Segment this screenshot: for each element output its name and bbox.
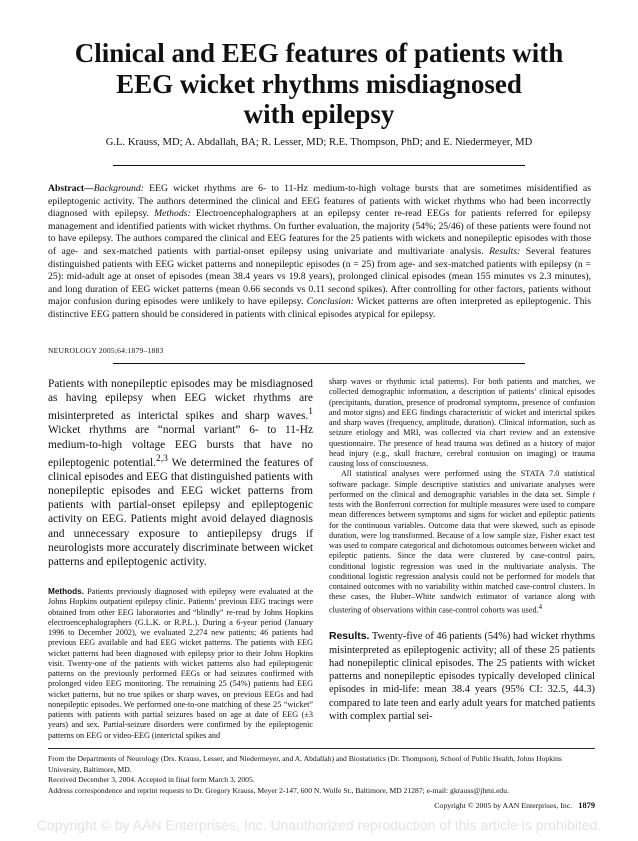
abstract-results-label: Results:	[489, 245, 521, 257]
copyright-line	[434, 801, 595, 810]
methods-heading: Methods.	[48, 587, 84, 597]
reference-1: 1	[308, 407, 313, 418]
abstract-heading: Abstract—	[48, 183, 94, 194]
footnote-rule	[48, 748, 595, 749]
results-text: Twenty-five of 46 patients (54%) had wicket rhythms misinterpreted as epileptogenic activity; all of these 25 patients had nonepileptic clinical episodes. The 25 patients with wicket patterns and nonepileptic episodes typically developed clinical episodes in mid-life: mean 38.4 years (95% CI: 32.5, 44.3) compared to late teen and early adult years for matched patients with complex partial sei-	[329, 631, 595, 722]
abstract-top-rule	[113, 165, 525, 166]
author-list: G.L. Krauss, MD; A. Abdallah, BA; R. Lesser, MD; R.E. Thompson, PhD; and E. Niedermeyer, MD	[105, 137, 533, 148]
footnotes	[48, 754, 595, 796]
methods-continued-paragraph: sharp waves or rhythmic ictal patterns). For both patients and matches, we collected demographic information, a description of patients’ clinical episodes (precipitants, duration, presence of prodromal symptoms, presence of confusion and motor signs) and EEG findings characteristic of wicket and interictal spikes and sharp waves (frequency, amplitude, duration). Clinical information, such as seizure etiology and MRI, was collected via chart review and an extensive questionnaire. The presence of head trauma was defined as a history of major head injury (e.g., skull fracture, cerebral contusion on imaging) or trauma causing loss of consciousness.	[329, 377, 595, 468]
title-line-1: Clinical and EEG features of patients with	[74, 38, 564, 68]
title-line-2: EEG wicket rhythms misdiagnosed	[116, 68, 522, 99]
received-note: Received December 3, 2004. Accepted in final form March 3, 2005.	[48, 775, 255, 784]
left-column	[48, 377, 313, 741]
abstract	[48, 183, 591, 322]
affiliation-note: From the Departments of Neurology (Drs. Krauss, Lesser, and Niedermeyer, and A. Abdallah) and Biostatistics (Dr. Thompson), School of Public Health, Johns Hopkins University, Baltimore, MD.	[48, 754, 562, 774]
results-paragraph	[329, 630, 595, 722]
abstract-methods-label: Methods:	[154, 208, 191, 220]
intro-text-b: Wicket rhythms are “normal variant” 6- to 11-Hz medium-to-high voltage EEG bursts that have no epileptogenic potential.	[48, 424, 313, 469]
intro-text-c: We determined the features of clinical episodes and EEG that distinguished patients with nonepileptic episodes and EEG wicket patterns from patients with partial-onset epilepsy and epileptogenic activity on EEG. Patients might avoid delayed diagnosis and unnecessary exposure to antiepilepsy drugs if neurologists more accurately discriminate between wicket patterns and epileptogenic activity.	[48, 456, 313, 569]
introduction-paragraph	[48, 377, 313, 569]
title-line-3: with epilepsy	[243, 99, 395, 129]
intro-text-a: Patients with nonepileptic episodes may be misdiagnosed as having epilepsy when EEG wicket rhythms are misinterpreted as interictal spikes and sharp waves.	[48, 378, 313, 423]
copyright-text: Copyright © 2005 by AAN Enterprises, Inc.	[434, 801, 573, 810]
journal-citation: NEUROLOGY 2005;64:1879–1883	[48, 346, 164, 355]
abstract-methods-text: Electroencephalographers at an epilepsy center re-read EEGs for patients referred for epilepsy management and identified patients with wicket rhythms. On further evaluation, the majority (54%; 25/46) of these patients were found not to have epilepsy. The authors compared the clinical and EEG features for the 25 patients with wickets and nonepileptic episodes with those of age- and sex-matched patients with partial-onset epilepsy using univariate and multivariate analysis.	[48, 208, 591, 257]
abstract-background-label: Background:	[93, 183, 144, 194]
abstract-results-text: Several features distinguished patients with EEG wicket patterns and nonepileptic episodes (n = 25) from age- and sex-matched patients with epilepsy (n = 25): mid-adult age at onset of episodes (mean 38.4 years vs 19.8 years), prolonged clinical episodes (mean 155 minutes vs 2.3 minutes), and long duration of EEG wicket patterns (mean 0.66 seconds vs 0.11 second spikes). After controlling for other factors, patients without major confusion during episodes were unlikely to have epilepsy.	[48, 245, 591, 308]
statistics-paragraph	[329, 469, 595, 615]
statistics-text-a: All statistical analyses were performed using the STATA 7.0 statistical software package. Simple descriptive statistics and univariate analyses were performed on the clinical and demographic variables in the data set. Simple	[329, 469, 595, 499]
copyright-watermark: Copyright © by AAN Enterprises, Inc. Unauthorized reproduction of this article is prohibited.	[36, 817, 602, 833]
right-column	[329, 377, 595, 723]
reference-2-3: 2,3	[156, 453, 168, 464]
methods-text: Patients previously diagnosed with epilepsy were evaluated at the Johns Hopkins outpatient epilepsy clinic. Patients’ previous EEG tracings were obtained from other EEG laboratories and “blindly” re-read by Johns Hopkins electroencephalographers (G.L.K. or R.P.L.). During a 6-year period (January 1996 to December 2002), we evaluated 2,274 new patients; 46 patients had previous EEG available and had EEG wicket patterns. The patients with EEG wicket patterns had been diagnosed with epilepsy prior to their Johns Hopkins visit. Twenty-one of the patients with wicket patterns also had epileptogenic patterns on the previously performed EEGs or had seizures confirmed with prolonged video EEG monitoring. The remaining 25 (54%) patients had EEG wicket patterns, but no true spikes or sharp waves, on previous EEGs and had nonepileptic episodes. We performed one-to-one matching of these 25 “wicket” patients with patients with partial seizures based on age at date of EEG (±3 years) and sex. Partial-seizure disorders were confirmed by the epileptogenic patterns on EEG or video-EEG (interictal spikes and	[48, 587, 313, 740]
article-title	[20, 38, 618, 130]
abstract-bottom-rule	[113, 363, 525, 364]
abstract-background-text: EEG wicket rhythms are 6- to 11-Hz medium-to-high voltage bursts that are sometimes misidentified as epileptogenic activity. The authors determined the clinical and EEG features of patients with wicket rhythms who had been incorrectly diagnosed with epilepsy.	[48, 183, 591, 220]
abstract-conclusion-label: Conclusion:	[306, 296, 354, 308]
reference-4: 4	[538, 603, 543, 611]
abstract-conclusion-text: Wicket patterns are often interpreted as epileptogenic. This distinctive EEG pattern should be considered in patients with clinical episodes atypical for epilepsy.	[48, 296, 591, 320]
page-number: 1879	[578, 801, 595, 810]
statistics-text-b: tests with the Bonferroni correction for multiple measures were used to compare mean differences between symptoms and signs for wicket and epileptic patients for the continuous variables. Outcome data that were skewed, such as episode duration, were log transformed. Because of a low sample size, Fisher exact test was used to compare categorical and dichotomous outcomes between wicket and epileptic patients. Since the data were clustered by case-control pairs, conditional logistic regression was used in the multivariate analysis. The conditional logistic regression analysis could not be performed for models that contained outcomes with no variability within matched case-control clusters. In these cases, the Huber–White sandwich estimator of variance along with clustering of observations within case-control cohorts was used.	[329, 500, 595, 615]
statistics-t-symbol: t	[592, 489, 595, 499]
results-heading: Results.	[329, 631, 370, 643]
correspondence-note: Address correspondence and reprint requests to Dr. Gregory Krauss, Meyer 2-147, 600 N. Wolfe St., Baltimore, MD 21287; e-mail: gkrauss@jhmi.edu.	[48, 785, 509, 795]
methods-paragraph	[48, 587, 313, 741]
